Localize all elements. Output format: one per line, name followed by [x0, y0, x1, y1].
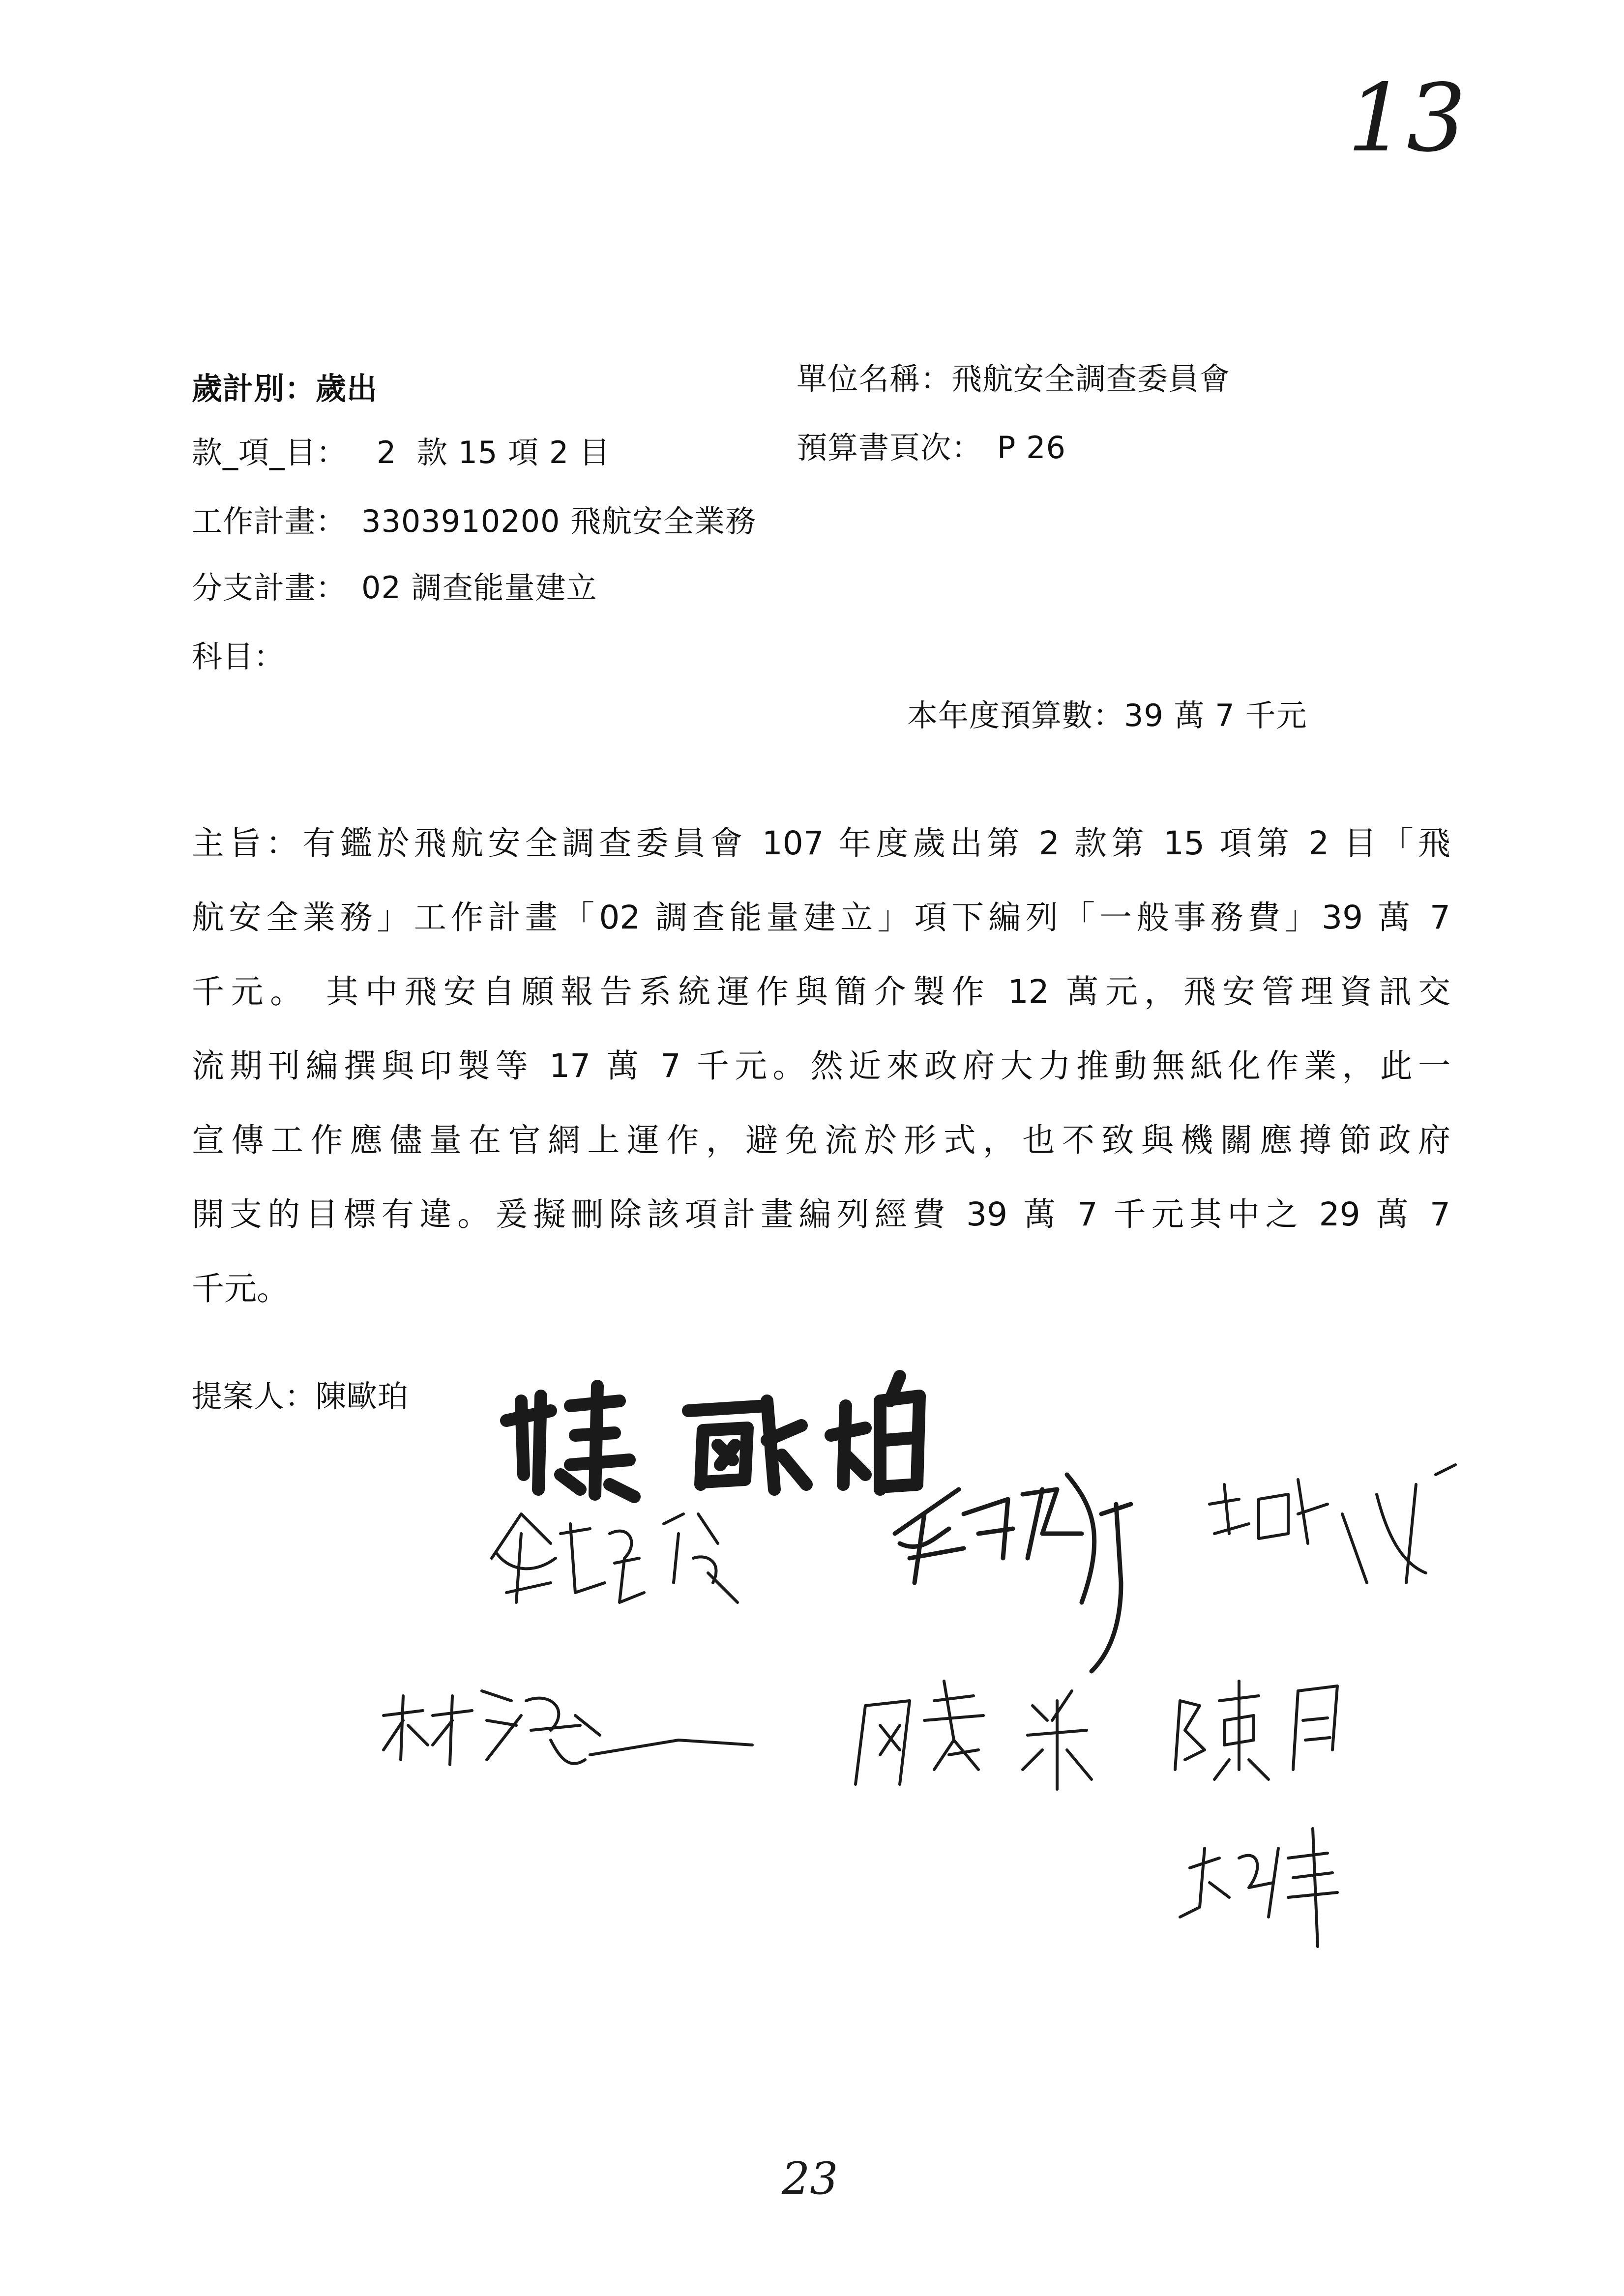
cosigner-signature-7 — [1180, 1829, 1337, 1947]
body-line: 宣傳工作應儘量在官網上運作，避免流於形式，也不致與機關應撙節政府 — [192, 1121, 1450, 1159]
handwritten-page-number: 13 — [1347, 64, 1466, 173]
branch-plan-label: 分支計畫： — [192, 570, 347, 606]
body-line: 開支的目標有違。爰擬刪除該項計畫編列經費 39 萬 7 千元其中之 29 萬 7 — [192, 1195, 1450, 1233]
cosigner-signature-4 — [384, 1691, 752, 1765]
unit-name-value: 飛航安全調查委員會 — [951, 361, 1231, 397]
body-line: 航安全業務」工作計畫「02 調查能量建立」項下編列「一般事務費」39 萬 7 — [192, 899, 1450, 936]
proposer-signature — [506, 1376, 919, 1497]
cosigner-signature-3 — [1210, 1465, 1455, 1583]
work-plan-label: 工作計畫： — [192, 503, 347, 539]
unit-name-label: 單位名稱： — [797, 361, 952, 397]
subject-row — [192, 641, 285, 672]
subject-label: 科目： — [192, 639, 285, 674]
proposer-label: 提案人： — [192, 1378, 316, 1414]
item-value: 2 款 15 項 2 目 — [377, 435, 611, 470]
body-line: 流期刊編撰與印製等 17 萬 7 千元。然近來政府大力推動無紙化作業，此一 — [192, 1047, 1450, 1085]
proposal-body — [192, 806, 1450, 1326]
work-plan-value: 3303910200 飛航安全業務 — [361, 503, 757, 539]
signature-block — [0, 1327, 1624, 2040]
budget-page-row — [797, 430, 1066, 465]
item-label: 款_項_目： — [192, 435, 348, 470]
work-plan-row — [192, 503, 757, 539]
branch-plan-row — [192, 570, 597, 606]
unit-name-row — [797, 361, 1231, 397]
budget-page-label: 預算書頁次： — [797, 430, 983, 465]
cosigner-signature-5 — [856, 1681, 1092, 1789]
proposer-name: 陳歐珀 — [316, 1378, 409, 1414]
body-line: 主旨：有鑑於飛航安全調查委員會 107 年度歲出第 2 款第 15 項第 2 目「飛 — [192, 824, 1450, 862]
body-line: 千元。 其中飛安自願報告系統運作與簡介製作 12 萬元，飛安管理資訊交 — [192, 973, 1450, 1011]
cosigner-signature-1 — [492, 1514, 738, 1602]
body-line: 千元。 — [192, 1270, 289, 1308]
cosigner-signature-6 — [1175, 1681, 1337, 1779]
cosigner-signature-2 — [895, 1475, 1131, 1671]
budget-page-value: P 26 — [997, 430, 1066, 465]
branch-plan-value: 02 調查能量建立 — [361, 570, 597, 606]
account-type: 歲計別：歲出 — [192, 371, 378, 407]
handwritten-footer-number: 23 — [782, 2153, 838, 2205]
annual-budget: 本年度預算數：39 萬 7 千元 — [907, 698, 1307, 733]
item-row — [192, 437, 610, 468]
